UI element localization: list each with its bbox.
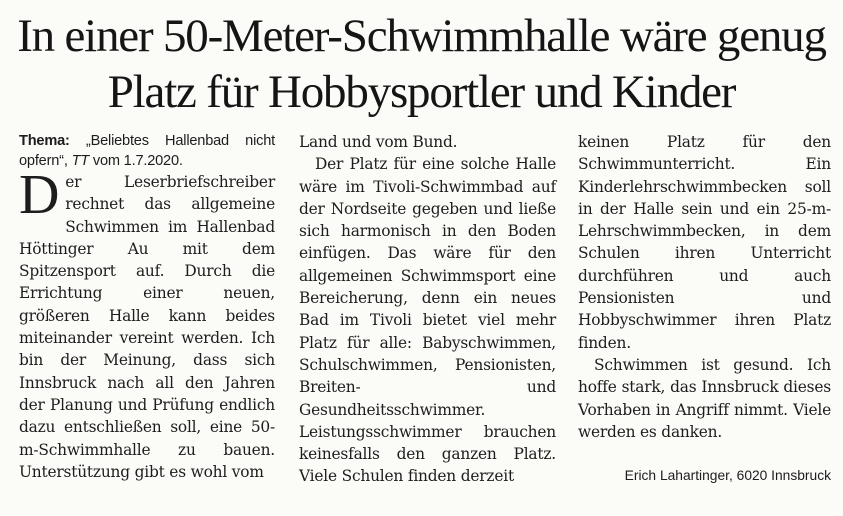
paragraph-2-part-2: keinen Platz für den Schwimmunterricht. Ein Kinderlehrschwimmbecken soll in der Halle sein und ein 25-m-Lehrschwimmbecken, in dem Schulen ihren Unterricht durchführen und auch Pensionisten und Hobbyschwimmer ihren Platz finden.	[578, 133, 831, 352]
column-1	[19, 131, 275, 483]
column-3	[578, 131, 831, 443]
paragraph-1-part-1	[19, 164, 275, 483]
topic-date: vom 1.7.2020.	[89, 153, 183, 169]
paragraph-2-part-1: Der Platz für eine solche Halle wäre im Tivoli-Schwimmbad auf der Nordseite gegeben und ließe sich harmonisch in den Boden einfügen. Das wäre für den allgemeinen Schwimmsport eine Bereicherung, denn ein neues Bad im Tivoli bietet viel mehr Platz für alle: Babyschwimmen, Schulschwimmen, Pensionisten, Breiten- und Gesundheitsschwimmer. Leistungsschwimmer brauchen keinesfalls den ganzen Platz. Viele Schulen finden derzeit	[299, 155, 556, 486]
paragraph-1-text: er Leserbriefschreiber rechnet das allgemeine Schwimmen im Hallenbad Höttinger Au mit dem Spitzensport auf. Durch die Errichtung einer neuen, größeren Halle kann beides miteinander vereint werden. Ich bin der Meinung, dass sich Innsbruck nach all den Jahren der Planung und Prüfung endlich dazu entschließen soll, eine 50-m-Schwimmhalle zu bauen. Unterstützung gibt es wohl vom	[19, 173, 275, 481]
drop-cap: D	[19, 164, 60, 226]
topic-source: TT	[71, 153, 89, 169]
topic-line	[19, 131, 275, 171]
paragraph-3: Schwimmen ist gesund. Ich hoffe stark, das Innsbruck dieses Vorhaben in Angriff nimmt. Viele werden es danken.	[578, 355, 831, 441]
column-2	[299, 131, 556, 488]
author-signature: Erich Lahartinger, 6020 Innsbruck	[624, 468, 831, 483]
paragraph-1-part-2: Land und vom Bund.	[299, 133, 458, 151]
topic-label: Thema:	[19, 133, 70, 149]
headline: In einer 50-Meter-Schwimmhalle wäre genug Platz für Hobbysportler und Kinder	[17, 10, 826, 118]
topic-title: „Beliebtes Hallenbad nicht opfern“,	[19, 133, 275, 169]
